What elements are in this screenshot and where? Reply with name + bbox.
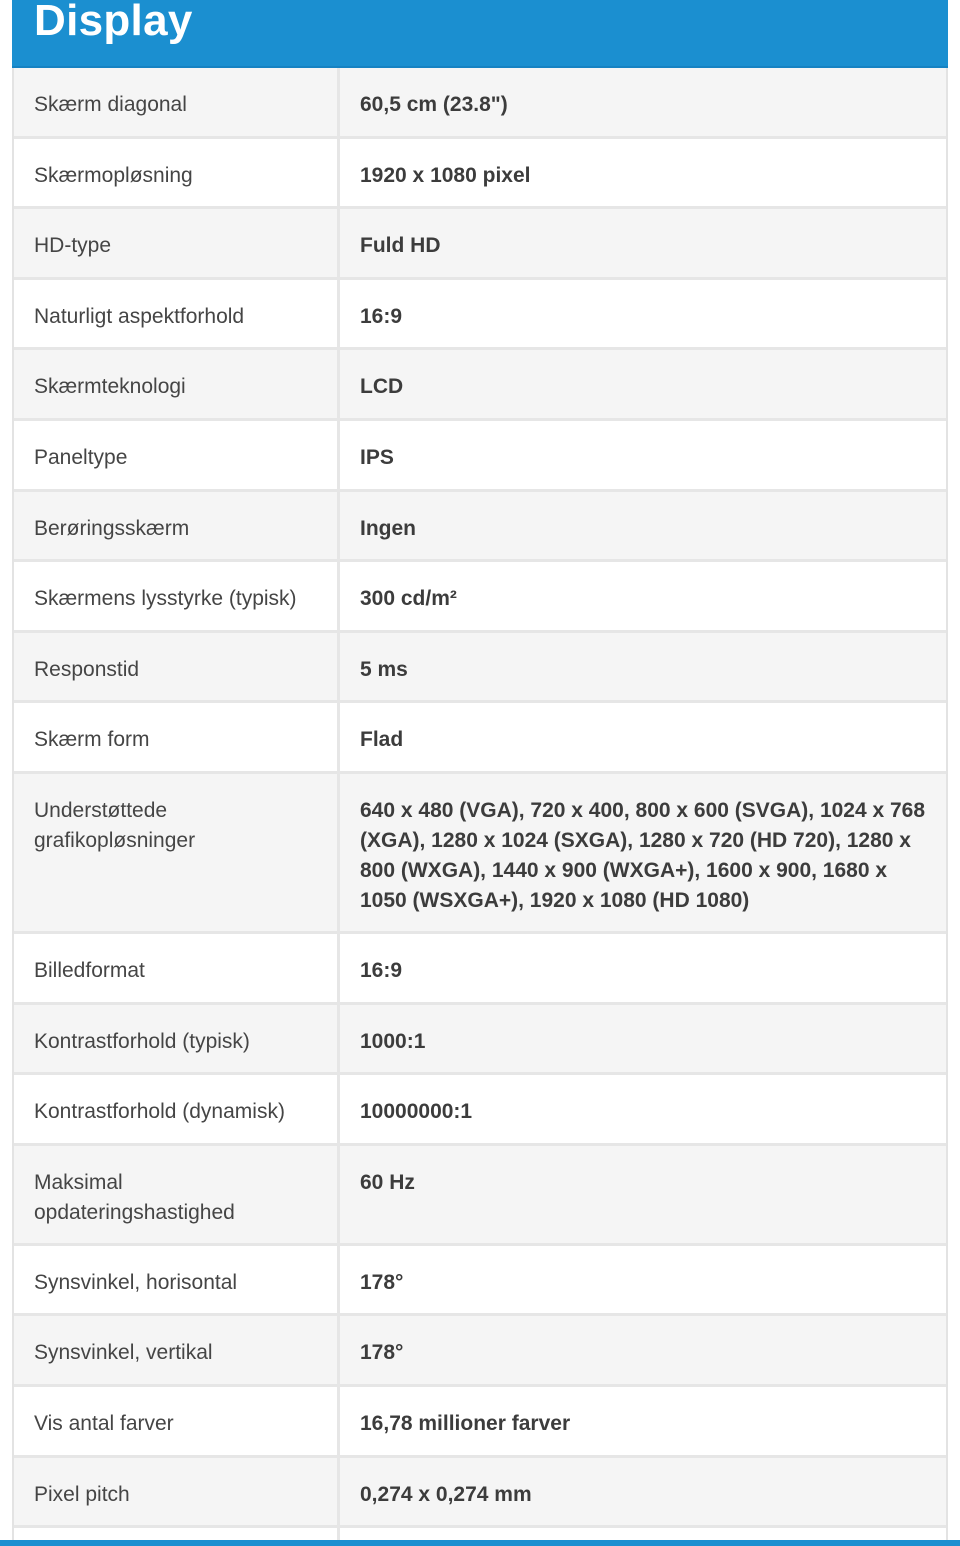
- spec-value: Flad: [360, 728, 404, 752]
- section-title: Display: [34, 0, 193, 45]
- spec-value: 16:9: [360, 958, 403, 982]
- table-row: [14, 68, 946, 139]
- table-row: [14, 1387, 946, 1458]
- table-row: [14, 562, 946, 633]
- table-row: [14, 492, 946, 563]
- spec-label: Pixel pitch: [14, 1458, 340, 1526]
- spec-label: Vis antal farver: [14, 1387, 340, 1455]
- spec-value: Fuld HD: [360, 234, 441, 258]
- table-row: [14, 139, 946, 210]
- spec-label: Skærmteknologi: [14, 350, 340, 418]
- spec-value: 60,5 cm (23.8"): [360, 93, 508, 116]
- spec-value: 178°: [360, 1270, 404, 1294]
- table-row: [14, 1075, 946, 1146]
- spec-label: Responstid: [14, 633, 340, 701]
- spec-label: Berøringsskærm: [14, 492, 340, 560]
- table-row: [14, 209, 946, 280]
- spec-label: Understøttede grafikopløsninger: [14, 774, 340, 931]
- bottom-accent-bar: [0, 1540, 960, 1546]
- table-row: [14, 774, 946, 934]
- spec-value: 640 x 480 (VGA), 720 x 400, 800 x 600 (SVGA), 1024 x 768 (XGA), 1280 x 1024 (SXGA), 1280 x 720 (HD 720), 1280 x 800 (WXGA), 1440 x 900 (WXGA+), 1600 x 900, 1680 x 1050 (WSXGA+), 1920 x 1080 (HD 1080): [360, 798, 926, 912]
- spec-label: Synsvinkel, vertikal: [14, 1316, 340, 1384]
- spec-label: Paneltype: [14, 421, 340, 489]
- table-row: [14, 1246, 946, 1317]
- spec-label: Naturligt aspektforhold: [14, 280, 340, 348]
- spec-value: 60 Hz: [360, 1170, 415, 1194]
- spec-value: 178°: [360, 1341, 404, 1365]
- table-row: [14, 633, 946, 704]
- table-row: [14, 1005, 946, 1076]
- table-row: [14, 1316, 946, 1387]
- spec-label: Maksimal opdateringshastighed: [14, 1146, 340, 1243]
- spec-label: Skærm form: [14, 703, 340, 771]
- spec-label: Synsvinkel, horisontal: [14, 1246, 340, 1314]
- spec-value: 1000:1: [360, 1029, 426, 1053]
- spec-label: Kontrastforhold (typisk): [14, 1005, 340, 1073]
- table-row: [14, 1146, 946, 1246]
- table-row: [14, 703, 946, 774]
- spec-label: Skærm diagonal: [14, 68, 340, 136]
- spec-value: 16:9: [360, 304, 403, 328]
- spec-value: 0,274 x 0,274 mm: [360, 1482, 532, 1506]
- table-row: [14, 350, 946, 421]
- spec-value: 5 ms: [360, 657, 408, 681]
- spec-value: 1920 x 1080 pixel: [360, 163, 531, 187]
- spec-value: 300 cd/m²: [360, 587, 457, 611]
- table-row: [14, 1458, 946, 1529]
- table-row: [14, 280, 946, 351]
- spec-value: Ingen: [360, 516, 416, 540]
- table-row: [14, 934, 946, 1005]
- spec-label: Skærmens lysstyrke (typisk): [14, 562, 340, 630]
- spec-value: 10000000:1: [360, 1100, 473, 1124]
- table-row: [14, 421, 946, 492]
- spec-value: LCD: [360, 375, 404, 399]
- spec-value: IPS: [360, 445, 394, 469]
- spec-label: HD-type: [14, 209, 340, 277]
- section-header: [12, 0, 948, 68]
- spec-label: Skærmopløsning: [14, 139, 340, 207]
- spec-label: Billedformat: [14, 934, 340, 1002]
- spec-value: 16,78 millioner farver: [360, 1411, 571, 1435]
- spec-label: Kontrastforhold (dynamisk): [14, 1075, 340, 1143]
- spec-table: [12, 68, 948, 1546]
